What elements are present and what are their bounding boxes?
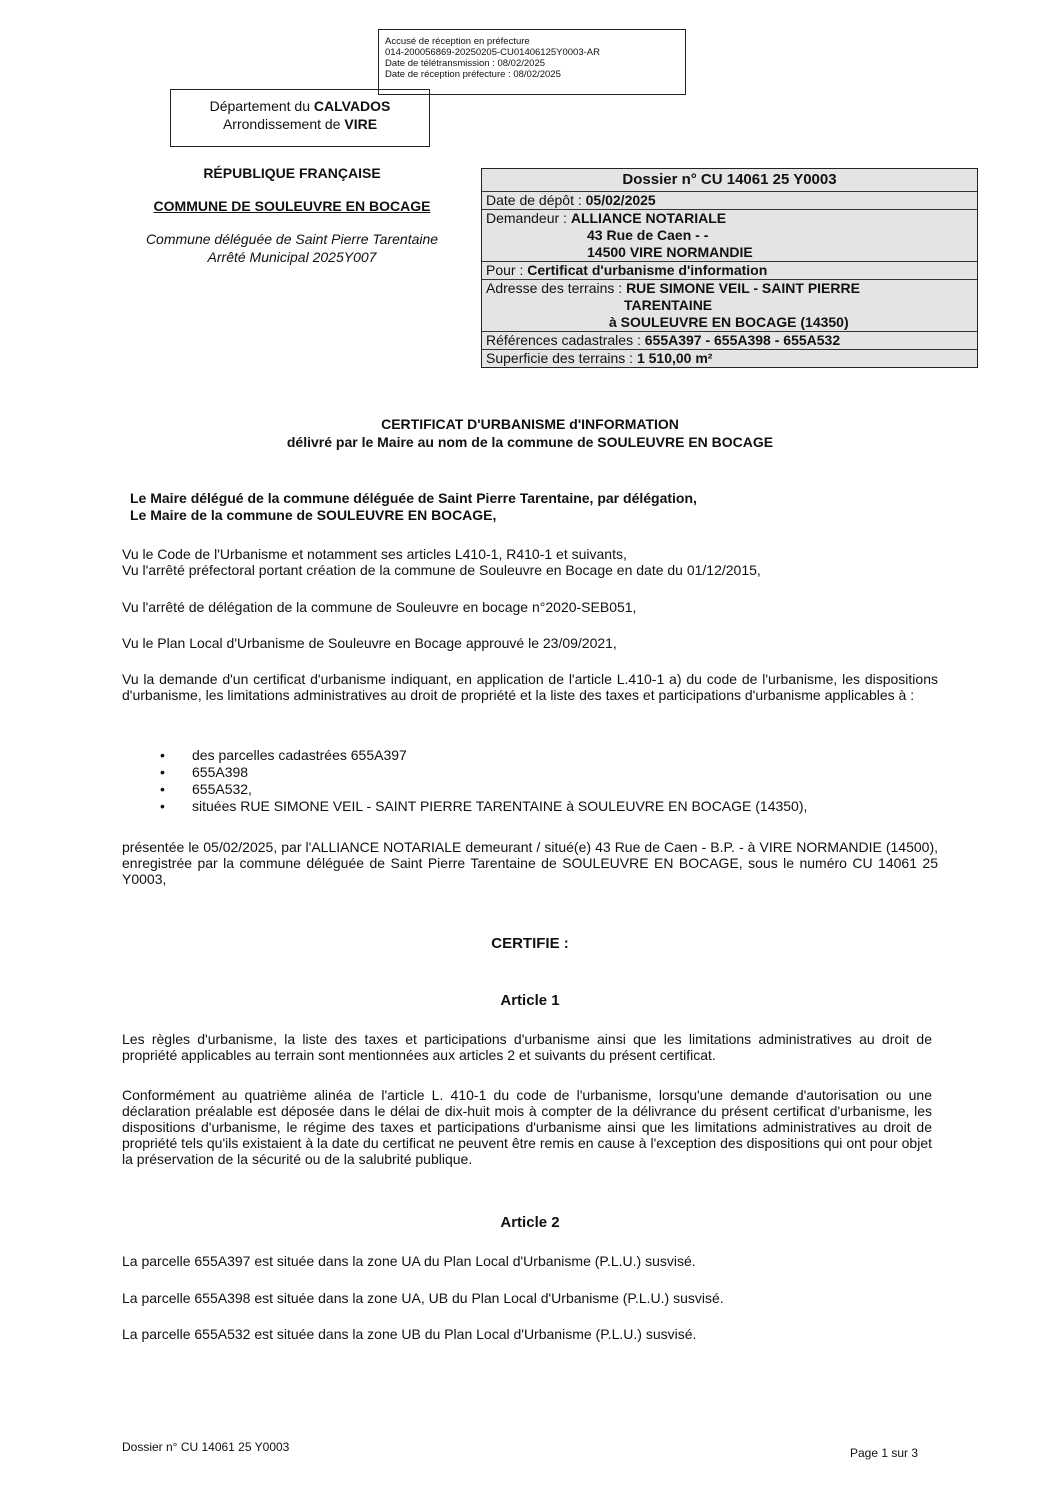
article-2-title: Article 2	[500, 1214, 560, 1231]
commune-title: COMMUNE DE SOULEUVRE EN BOCAGE	[153, 198, 431, 214]
arrondissement-name: VIRE	[344, 116, 378, 132]
bullet-icon: •	[160, 781, 165, 797]
parcel-list	[160, 747, 920, 815]
issuer-header	[112, 165, 472, 266]
receipt-line: Date de réception préfecture : 08/02/2025	[385, 69, 561, 80]
dossier-refs-row	[482, 331, 977, 349]
refs-label: Références cadastrales :	[486, 332, 645, 348]
dossier-adresse-row	[482, 279, 977, 331]
depot-label: Date de dépôt :	[486, 192, 586, 208]
list-item	[160, 798, 920, 815]
article-2-paragraph-1: La parcelle 655A397 est située dans la zone UA du Plan Local d'Urbanisme (P.L.U.) susvisé.	[122, 1253, 696, 1269]
footer-dossier: Dossier n° CU 14061 25 Y0003	[122, 1440, 290, 1454]
superficie-value: 1 510,00 m²	[636, 350, 713, 366]
department-line	[171, 97, 429, 115]
department-name: CALVADOS	[313, 98, 391, 114]
vu-plu: Vu le Plan Local d'Urbanisme de Souleuvre en Bocage approuvé le 23/09/2021,	[122, 635, 617, 651]
arrete-number: Arrêté Municipal 2025Y007	[207, 249, 377, 265]
list-item	[160, 781, 920, 798]
demandeur-label: Demandeur :	[486, 210, 571, 226]
republic-title: RÉPUBLIQUE FRANÇAISE	[203, 165, 381, 181]
certifie-heading: CERTIFIE :	[491, 935, 569, 952]
bullet-icon: •	[160, 798, 165, 814]
receipt-stamp	[378, 29, 686, 95]
list-item	[160, 764, 920, 781]
adresse-label: Adresse des terrains :	[486, 280, 627, 296]
pour-value: Certificat d'urbanisme d'information	[527, 262, 768, 278]
arrondissement-line	[171, 115, 429, 133]
dossier-superficie-row	[482, 349, 977, 367]
presentee-text: présentée le 05/02/2025, par l'ALLIANCE NOTARIALE demeurant / situé(e) 43 Rue de Caen - B.P. - à VIRE NORMANDIE (14500), enregistrée par la commune déléguée de Saint Pierre Tarentaine de SOULEUVRE EN BOCAGE, sous le numéro CU 14061 25 Y0003,	[122, 839, 938, 887]
department-label: Département du	[209, 98, 314, 114]
demandeur-address-2: 14500 VIRE NORMANDIE	[587, 244, 753, 260]
bullet-icon: •	[160, 764, 165, 780]
list-item-text: 655A532,	[192, 781, 252, 797]
department-box	[170, 89, 430, 147]
adresse-line-2: TARENTAINE	[624, 297, 713, 313]
adresse-line-1: RUE SIMONE VEIL - SAINT PIERRE	[626, 280, 860, 296]
dossier-depot-row	[482, 191, 977, 209]
adresse-line-3: à SOULEUVRE EN BOCAGE (14350)	[609, 314, 849, 330]
article-1-paragraph-2	[122, 1087, 932, 1167]
footer-page-number: Page 1 sur 3	[850, 1446, 919, 1460]
dossier-title: Dossier n° CU 14061 25 Y0003	[622, 171, 837, 188]
vu-demande: Vu la demande d'un certificat d'urbanisme indiquant, en application de l'article L.410-1 a) du code de l'urbanisme, les dispositions d'urbanisme, les limitations administratives au droit de propriété et la liste des taxes et participations d'urbanisme applicables à :	[122, 671, 938, 703]
maire-line-2: Le Maire de la commune de SOULEUVRE EN BOCAGE,	[130, 507, 497, 523]
article-1-text-2: Conformément au quatrième alinéa de l'article L. 410-1 du code de l'urbanisme, lorsqu'une demande d'autorisation ou une déclaration préalable est déposée dans le délai de dix-huit mois à compter de la délivrance du présent certificat d'urbanisme, les dispositions d'urbanisme, le régime des taxes et participations d'urbanisme ainsi que les limitations administratives au droit de propriété tels qu'ils existaient à la date du certificat ne peuvent être remis en cause à l'exception des dispositions qui ont pour objet la préservation de la sécurité ou de la salubrité publique.	[122, 1087, 932, 1167]
receipt-line: Accusé de réception en préfecture	[385, 36, 530, 47]
certificate-title	[120, 415, 940, 451]
list-item-text: des parcelles cadastrées 655A397	[192, 747, 407, 763]
arrondissement-label: Arrondissement de	[222, 116, 345, 132]
certificate-title-line-1: CERTIFICAT D'URBANISME d'INFORMATION	[381, 416, 679, 432]
depot-value: 05/02/2025	[585, 192, 656, 208]
maire-statement	[130, 490, 948, 524]
demandeur-address-1: 43 Rue de Caen - -	[587, 227, 709, 243]
maire-line-1: Le Maire délégué de la commune déléguée de Saint Pierre Tarentaine, par délégation,	[130, 490, 697, 506]
presentee-paragraph	[122, 839, 938, 887]
certificate-title-line-2: délivré par le Maire au nom de la commune de SOULEUVRE EN BOCAGE	[286, 434, 774, 450]
article-1-text-1: Les règles d'urbanisme, la liste des taxes et participations d'urbanisme ainsi que les limitations administratives au droit de propriété applicables au terrain sont mentionnées aux articles 2 et suivants du présent certificat.	[122, 1031, 932, 1063]
delegated-commune: Commune déléguée de Saint Pierre Tarentaine	[145, 231, 439, 247]
vu-arrete-prefectoral: Vu l'arrêté préfectoral portant création de la commune de Souleuvre en Bocage en date du 01/12/2015,	[122, 562, 761, 578]
list-item-text: situées RUE SIMONE VEIL - SAINT PIERRE TARENTAINE à SOULEUVRE EN BOCAGE (14350),	[192, 798, 808, 814]
list-item	[160, 747, 920, 764]
receipt-line: 014-200056869-20250205-CU01406125Y0003-AR	[385, 47, 600, 58]
vu-arrete-delegation: Vu l'arrêté de délégation de la commune de Souleuvre en bocage n°2020-SEB051,	[122, 599, 637, 615]
bullet-icon: •	[160, 747, 165, 763]
vu-paragraph-3	[122, 635, 940, 651]
vu-paragraph-2	[122, 599, 940, 615]
article-1-paragraph-1	[122, 1031, 932, 1063]
vu-paragraph-1	[122, 546, 940, 578]
dossier-pour-row	[482, 261, 977, 279]
pour-label: Pour :	[486, 262, 528, 278]
list-item-text: 655A398	[192, 764, 249, 780]
refs-value: 655A397 - 655A398 - 655A532	[644, 332, 841, 348]
article-1-title: Article 1	[500, 992, 560, 1009]
article-2-paragraph-2: La parcelle 655A398 est située dans la zone UA, UB du Plan Local d'Urbanisme (P.L.U.) susvisé.	[122, 1290, 724, 1306]
superficie-label: Superficie des terrains :	[486, 350, 637, 366]
article-2-paragraph-3: La parcelle 655A532 est située dans la zone UB du Plan Local d'Urbanisme (P.L.U.) susvisé.	[122, 1326, 697, 1342]
vu-paragraph-4	[122, 671, 938, 703]
dossier-box	[481, 168, 978, 368]
demandeur-name: ALLIANCE NOTARIALE	[570, 210, 727, 226]
vu-code-urbanisme: Vu le Code de l'Urbanisme et notamment ses articles L410-1, R410-1 et suivants,	[122, 546, 627, 562]
receipt-line: Date de télétransmission : 08/02/2025	[385, 58, 546, 69]
dossier-demandeur-row	[482, 209, 977, 261]
